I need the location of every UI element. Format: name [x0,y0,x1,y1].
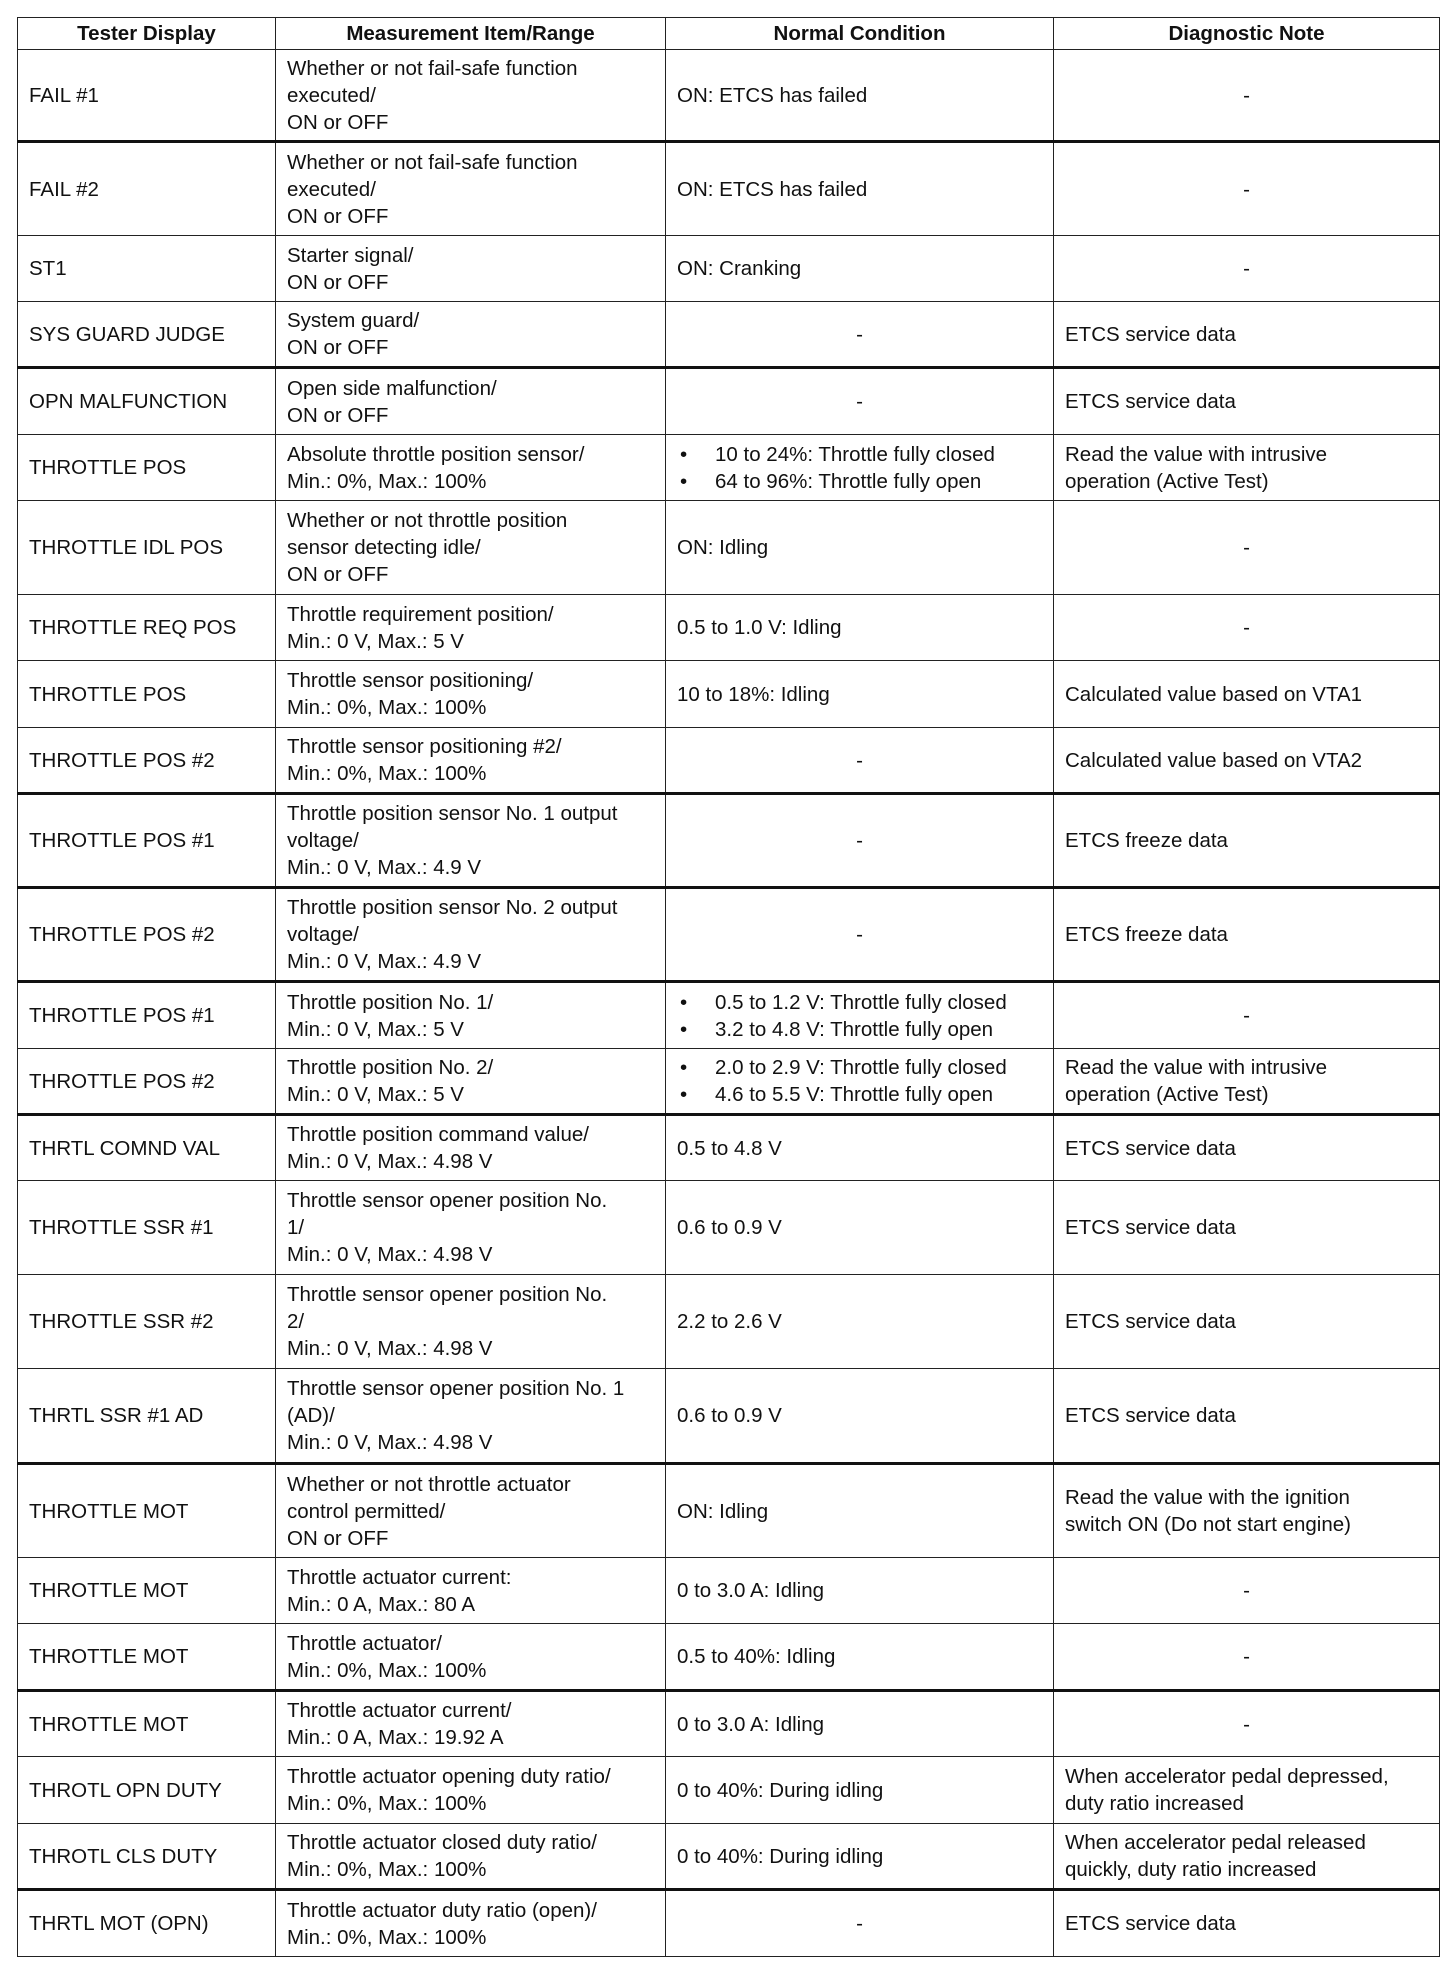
table-row [18,368,1440,435]
normal-condition-line: - [856,748,863,772]
measurement-item-cell [276,236,666,302]
table-row [18,728,1440,794]
tester-display-cell: THRTL SSR #1 AD [18,1369,276,1464]
diagnostic-note-cell [1054,1558,1440,1624]
normal-condition-cell [666,794,1054,888]
measurement-line: Whether or not throttle position [287,509,568,532]
tester-display-cell: THROTTLE MOT [18,1691,276,1757]
normal-condition-cell [666,501,1054,595]
header-tester-display: Tester Display [18,18,276,50]
normal-condition-line: 10 to 18%: Idling [677,682,830,706]
tester-display-cell: THROTL CLS DUTY [18,1824,276,1890]
normal-condition-line: - [856,829,863,852]
table-row [18,888,1440,982]
tester-display-cell: THROTTLE SSR #1 [18,1181,276,1275]
measurement-line: Min.: 0 V, Max.: 4.98 V [287,1150,493,1173]
diagnostic-note-line: ETCS service data [1065,1912,1236,1935]
table-row [18,1558,1440,1624]
normal-condition-bullet: • 4.6 to 5.5 V: Throttle fully open [677,1081,1042,1108]
measurement-line: ON or OFF [287,110,389,134]
measurement-line: Min.: 0%, Max.: 100% [287,1925,487,1949]
measurement-line: Throttle position command value/ [287,1123,589,1146]
diagnostic-note-line: When accelerator pedal depressed, [1065,1765,1389,1788]
normal-condition-line: - [856,923,863,946]
diagnostic-note-cell [1054,1369,1440,1464]
normal-condition-bullet: • 64 to 96%: Throttle fully open [677,468,1042,495]
normal-condition-list [677,441,1042,495]
header-diagnostic-note: Diagnostic Note [1054,18,1440,50]
measurement-line: Starter signal/ [287,243,414,267]
measurement-item-cell [276,1691,666,1757]
table-row [18,1824,1440,1890]
normal-condition-bullet: • 2.0 to 2.9 V: Throttle fully closed [677,1054,1042,1081]
measurement-line: ON or OFF [287,563,389,586]
table-body [18,50,1440,1957]
measurement-line: ON or OFF [287,270,389,294]
measurement-item-cell [276,595,666,661]
normal-condition-cell [666,50,1054,142]
measurement-line: Min.: 0 V, Max.: 5 V [287,629,464,653]
diagnostic-note-line: operation (Active Test) [1065,1083,1269,1106]
normal-condition-cell [666,1464,1054,1558]
measurement-item-cell [276,1115,666,1181]
diagnostic-note-line: Calculated value based on VTA1 [1065,682,1363,706]
measurement-item-cell [276,1757,666,1824]
normal-condition-cell [666,368,1054,435]
data-list-page [17,17,1439,1957]
diagnostic-note-line: - [1243,1004,1250,1027]
normal-condition-bullet: • 0.5 to 1.2 V: Throttle fully closed [677,989,1042,1016]
normal-condition-line: ON: Cranking [677,257,802,280]
diagnostic-note-cell [1054,728,1440,794]
tester-display-cell: THROTTLE MOT [18,1558,276,1624]
normal-condition-cell [666,1049,1054,1115]
tester-display-cell: THROTTLE POS #2 [18,888,276,982]
measurement-line: Throttle sensor positioning #2/ [287,735,562,758]
measurement-line: ON or OFF [287,403,389,427]
measurement-line: Whether or not throttle actuator [287,1472,571,1496]
measurement-line: Throttle sensor opener position No. [287,1189,608,1212]
measurement-item-cell [276,982,666,1049]
measurement-line: Min.: 0%, Max.: 100% [287,1792,487,1815]
measurement-line: voltage/ [287,923,359,946]
measurement-line: ON or OFF [287,1526,389,1550]
normal-condition-cell [666,236,1054,302]
diagnostic-note-line: Read the value with intrusive [1065,442,1328,466]
normal-condition-line: - [856,390,863,413]
normal-condition-cell [666,982,1054,1049]
normal-condition-cell [666,888,1054,982]
diagnostic-note-line: Calculated value based on VTA2 [1065,748,1363,772]
normal-condition-line: 0 to 3.0 A: Idling [677,1712,825,1736]
diagnostic-note-line: - [1243,616,1250,639]
measurement-line: Min.: 0%, Max.: 100% [287,1858,487,1881]
tester-display-cell: THROTTLE POS #2 [18,1049,276,1115]
diagnostic-note-cell [1054,1464,1440,1558]
normal-condition-cell [666,1890,1054,1957]
tester-display-cell: THRTL COMND VAL [18,1115,276,1181]
normal-condition-line: - [856,322,863,346]
measurement-line: Min.: 0 A, Max.: 80 A [287,1592,476,1616]
tester-display-cell: THROTTLE POS #1 [18,794,276,888]
normal-condition-cell [666,1691,1054,1757]
measurement-line: Min.: 0 V, Max.: 4.98 V [287,1431,493,1454]
header-normal-condition: Normal Condition [666,18,1054,50]
header-measurement-item: Measurement Item/Range [276,18,666,50]
tester-display-cell: THROTTLE POS [18,661,276,728]
normal-condition-line: 0.6 to 0.9 V [677,1216,782,1239]
diagnostic-note-cell [1054,435,1440,501]
normal-condition-line: 0 to 40%: During idling [677,1844,884,1868]
normal-condition-cell [666,1757,1054,1824]
tester-display-cell: ST1 [18,236,276,302]
diagnostic-note-line: ETCS freeze data [1065,829,1228,852]
tester-display-cell: SYS GUARD JUDGE [18,302,276,368]
normal-condition-cell [666,435,1054,501]
header-row [18,18,1440,50]
diagnostic-note-cell [1054,1275,1440,1369]
measurement-line: ON or OFF [287,336,389,359]
tester-display-cell: FAIL #1 [18,50,276,142]
tester-display-cell: FAIL #2 [18,142,276,236]
table-row [18,1624,1440,1691]
diagnostic-note-line: ETCS service data [1065,1310,1236,1333]
measurement-item-cell [276,1464,666,1558]
diagnostic-note-cell [1054,1624,1440,1691]
measurement-line: Min.: 0 V, Max.: 4.98 V [287,1243,493,1266]
measurement-line: 2/ [287,1310,305,1333]
measurement-line: Whether or not fail-safe function [287,150,578,174]
diagnostic-note-line: Read the value with the ignition [1065,1486,1350,1509]
normal-condition-cell [666,1115,1054,1181]
measurement-line: ON or OFF [287,204,389,228]
table-row [18,142,1440,236]
measurement-line: Whether or not fail-safe function [287,56,578,80]
measurement-line: Throttle actuator duty ratio (open)/ [287,1898,597,1922]
normal-condition-line: 0.6 to 0.9 V [677,1404,782,1427]
table-row [18,236,1440,302]
diagnostic-note-line: ETCS service data [1065,390,1236,413]
normal-condition-line: 0.5 to 1.0 V: Idling [677,616,842,639]
measurement-line: Throttle actuator current/ [287,1699,512,1722]
table-row [18,661,1440,728]
normal-condition-line: ON: ETCS has failed [677,177,868,201]
diagnostic-note-cell [1054,982,1440,1049]
normal-condition-bullet: • 10 to 24%: Throttle fully closed [677,441,1042,468]
normal-condition-line: ON: Idling [677,536,769,559]
measurement-line: voltage/ [287,829,359,852]
measurement-line: Throttle actuator closed duty ratio/ [287,1831,597,1854]
tester-display-cell: THROTTLE MOT [18,1464,276,1558]
normal-condition-cell [666,1181,1054,1275]
normal-condition-cell [666,142,1054,236]
measurement-line: Min.: 0 V, Max.: 5 V [287,1083,464,1106]
table-row [18,982,1440,1049]
measurement-line: Throttle position No. 2/ [287,1056,494,1079]
diagnostic-note-cell [1054,368,1440,435]
measurement-item-cell [276,1049,666,1115]
diagnostic-note-cell [1054,661,1440,728]
measurement-item-cell [276,50,666,142]
measurement-line: Min.: 0 V, Max.: 5 V [287,1017,464,1041]
tester-display-cell: THROTTLE IDL POS [18,501,276,595]
measurement-line: Open side malfunction/ [287,376,497,400]
diagnostic-note-line: When accelerator pedal released [1065,1831,1366,1854]
tester-display-cell: THROTTLE SSR #2 [18,1275,276,1369]
table-row [18,595,1440,661]
measurement-line: Min.: 0%, Max.: 100% [287,696,487,719]
normal-condition-cell [666,661,1054,728]
table-row [18,1115,1440,1181]
measurement-line: Absolute throttle position sensor/ [287,442,585,466]
diagnostic-note-cell [1054,1824,1440,1890]
table-row [18,50,1440,142]
normal-condition-cell [666,1275,1054,1369]
diagnostic-note-line: ETCS freeze data [1065,923,1228,946]
measurement-line: executed/ [287,83,376,107]
measurement-item-cell [276,368,666,435]
diagnostic-note-cell [1054,1691,1440,1757]
diagnostic-note-line: duty ratio increased [1065,1792,1244,1815]
measurement-item-cell [276,661,666,728]
measurement-line: System guard/ [287,309,420,332]
normal-condition-list [677,1054,1042,1108]
normal-condition-cell [666,1369,1054,1464]
diagnostic-note-line: - [1243,83,1250,107]
normal-condition-line: - [856,1912,863,1935]
diagnostic-note-cell [1054,50,1440,142]
table-row [18,1890,1440,1957]
measurement-item-cell [276,501,666,595]
normal-condition-list [677,989,1042,1043]
measurement-item-cell [276,888,666,982]
diagnostic-note-cell [1054,1115,1440,1181]
normal-condition-line: 0.5 to 40%: Idling [677,1645,836,1668]
table-row [18,1757,1440,1824]
normal-condition-cell [666,728,1054,794]
table-row [18,501,1440,595]
diagnostic-note-cell [1054,142,1440,236]
measurement-line: 1/ [287,1216,305,1239]
diagnostic-note-line: ETCS service data [1065,1136,1236,1160]
diagnostic-note-line: - [1243,177,1250,201]
measurement-line: Throttle actuator opening duty ratio/ [287,1765,611,1788]
tester-display-cell: OPN MALFUNCTION [18,368,276,435]
diagnostic-note-line: - [1243,1712,1250,1736]
diagnostic-note-cell [1054,1890,1440,1957]
measurement-item-cell [276,1890,666,1957]
diagnostic-note-cell [1054,1757,1440,1824]
normal-condition-cell [666,1824,1054,1890]
tester-display-cell: THROTTLE POS [18,435,276,501]
measurement-line: Throttle actuator current: [287,1565,512,1589]
normal-condition-cell [666,1558,1054,1624]
measurement-line: executed/ [287,177,376,201]
table-row [18,1464,1440,1558]
measurement-line: Min.: 0 A, Max.: 19.92 A [287,1726,504,1749]
diagnostic-note-line: operation (Active Test) [1065,469,1269,493]
normal-condition-line: ON: ETCS has failed [677,83,868,107]
measurement-line: control permitted/ [287,1499,446,1523]
measurement-item-cell [276,302,666,368]
measurement-line: (AD)/ [287,1404,335,1427]
measurement-line: Throttle sensor opener position No. [287,1283,608,1306]
measurement-line: Throttle requirement position/ [287,602,554,626]
measurement-line: Throttle sensor opener position No. 1 [287,1377,625,1400]
measurement-line: Min.: 0%, Max.: 100% [287,1658,487,1682]
measurement-line: sensor detecting idle/ [287,536,481,559]
diagnostic-note-cell [1054,794,1440,888]
normal-condition-bullet: • 3.2 to 4.8 V: Throttle fully open [677,1016,1042,1043]
table-row [18,435,1440,501]
diagnostic-note-line: ETCS service data [1065,322,1236,346]
measurement-item-cell [276,794,666,888]
diagnostic-note-line: - [1243,536,1250,559]
diagnostic-note-line: ETCS service data [1065,1404,1236,1427]
tester-display-cell: THROTTLE MOT [18,1624,276,1691]
diagnostic-note-line: switch ON (Do not start engine) [1065,1513,1351,1536]
diagnostic-note-line: - [1243,257,1250,280]
table-row [18,1275,1440,1369]
diagnostic-note-line: quickly, duty ratio increased [1065,1858,1317,1881]
table-row [18,794,1440,888]
tester-display-cell: THROTL OPN DUTY [18,1757,276,1824]
tester-display-cell: THRTL MOT (OPN) [18,1890,276,1957]
measurement-item-cell [276,1275,666,1369]
normal-condition-line: 2.2 to 2.6 V [677,1310,782,1333]
measurement-item-cell [276,435,666,501]
diagnostic-note-cell [1054,501,1440,595]
table-row [18,1049,1440,1115]
table-header [18,18,1440,50]
measurement-item-cell [276,142,666,236]
diagnostic-note-line: - [1243,1645,1250,1668]
diagnostic-note-line: - [1243,1579,1250,1602]
normal-condition-cell [666,595,1054,661]
measurement-line: Min.: 0 V, Max.: 4.98 V [287,1337,493,1360]
diagnostic-note-cell [1054,1181,1440,1275]
measurement-item-cell [276,1181,666,1275]
measurement-item-cell [276,1558,666,1624]
diagnostic-note-cell [1054,1049,1440,1115]
diagnostic-note-cell [1054,888,1440,982]
measurement-line: Throttle position sensor No. 2 output [287,896,618,919]
measurement-line: Throttle position No. 1/ [287,990,494,1014]
normal-condition-line: 0 to 40%: During idling [677,1778,884,1802]
normal-condition-line: 0 to 3.0 A: Idling [677,1579,825,1602]
measurement-line: Min.: 0 V, Max.: 4.9 V [287,950,482,973]
table-row [18,1181,1440,1275]
normal-condition-line: 0.5 to 4.8 V [677,1136,782,1160]
normal-condition-line: ON: Idling [677,1499,769,1523]
diagnostic-note-cell [1054,302,1440,368]
data-list-table [17,17,1440,1957]
measurement-line: Min.: 0%, Max.: 100% [287,469,487,493]
measurement-item-cell [276,1624,666,1691]
measurement-line: Throttle sensor positioning/ [287,669,534,692]
tester-display-cell: THROTTLE POS #2 [18,728,276,794]
measurement-line: Throttle actuator/ [287,1631,442,1655]
table-row [18,1369,1440,1464]
measurement-item-cell [276,1369,666,1464]
measurement-line: Min.: 0 V, Max.: 4.9 V [287,856,482,879]
measurement-item-cell [276,1824,666,1890]
tester-display-cell: THROTTLE REQ POS [18,595,276,661]
measurement-item-cell [276,728,666,794]
tester-display-cell: THROTTLE POS #1 [18,982,276,1049]
normal-condition-cell [666,1624,1054,1691]
diagnostic-note-line: ETCS service data [1065,1216,1236,1239]
diagnostic-note-line: Read the value with intrusive [1065,1056,1328,1079]
diagnostic-note-cell [1054,236,1440,302]
table-row [18,302,1440,368]
measurement-line: Min.: 0%, Max.: 100% [287,762,487,785]
normal-condition-cell [666,302,1054,368]
table-row [18,1691,1440,1757]
diagnostic-note-cell [1054,595,1440,661]
measurement-line: Throttle position sensor No. 1 output [287,802,618,825]
